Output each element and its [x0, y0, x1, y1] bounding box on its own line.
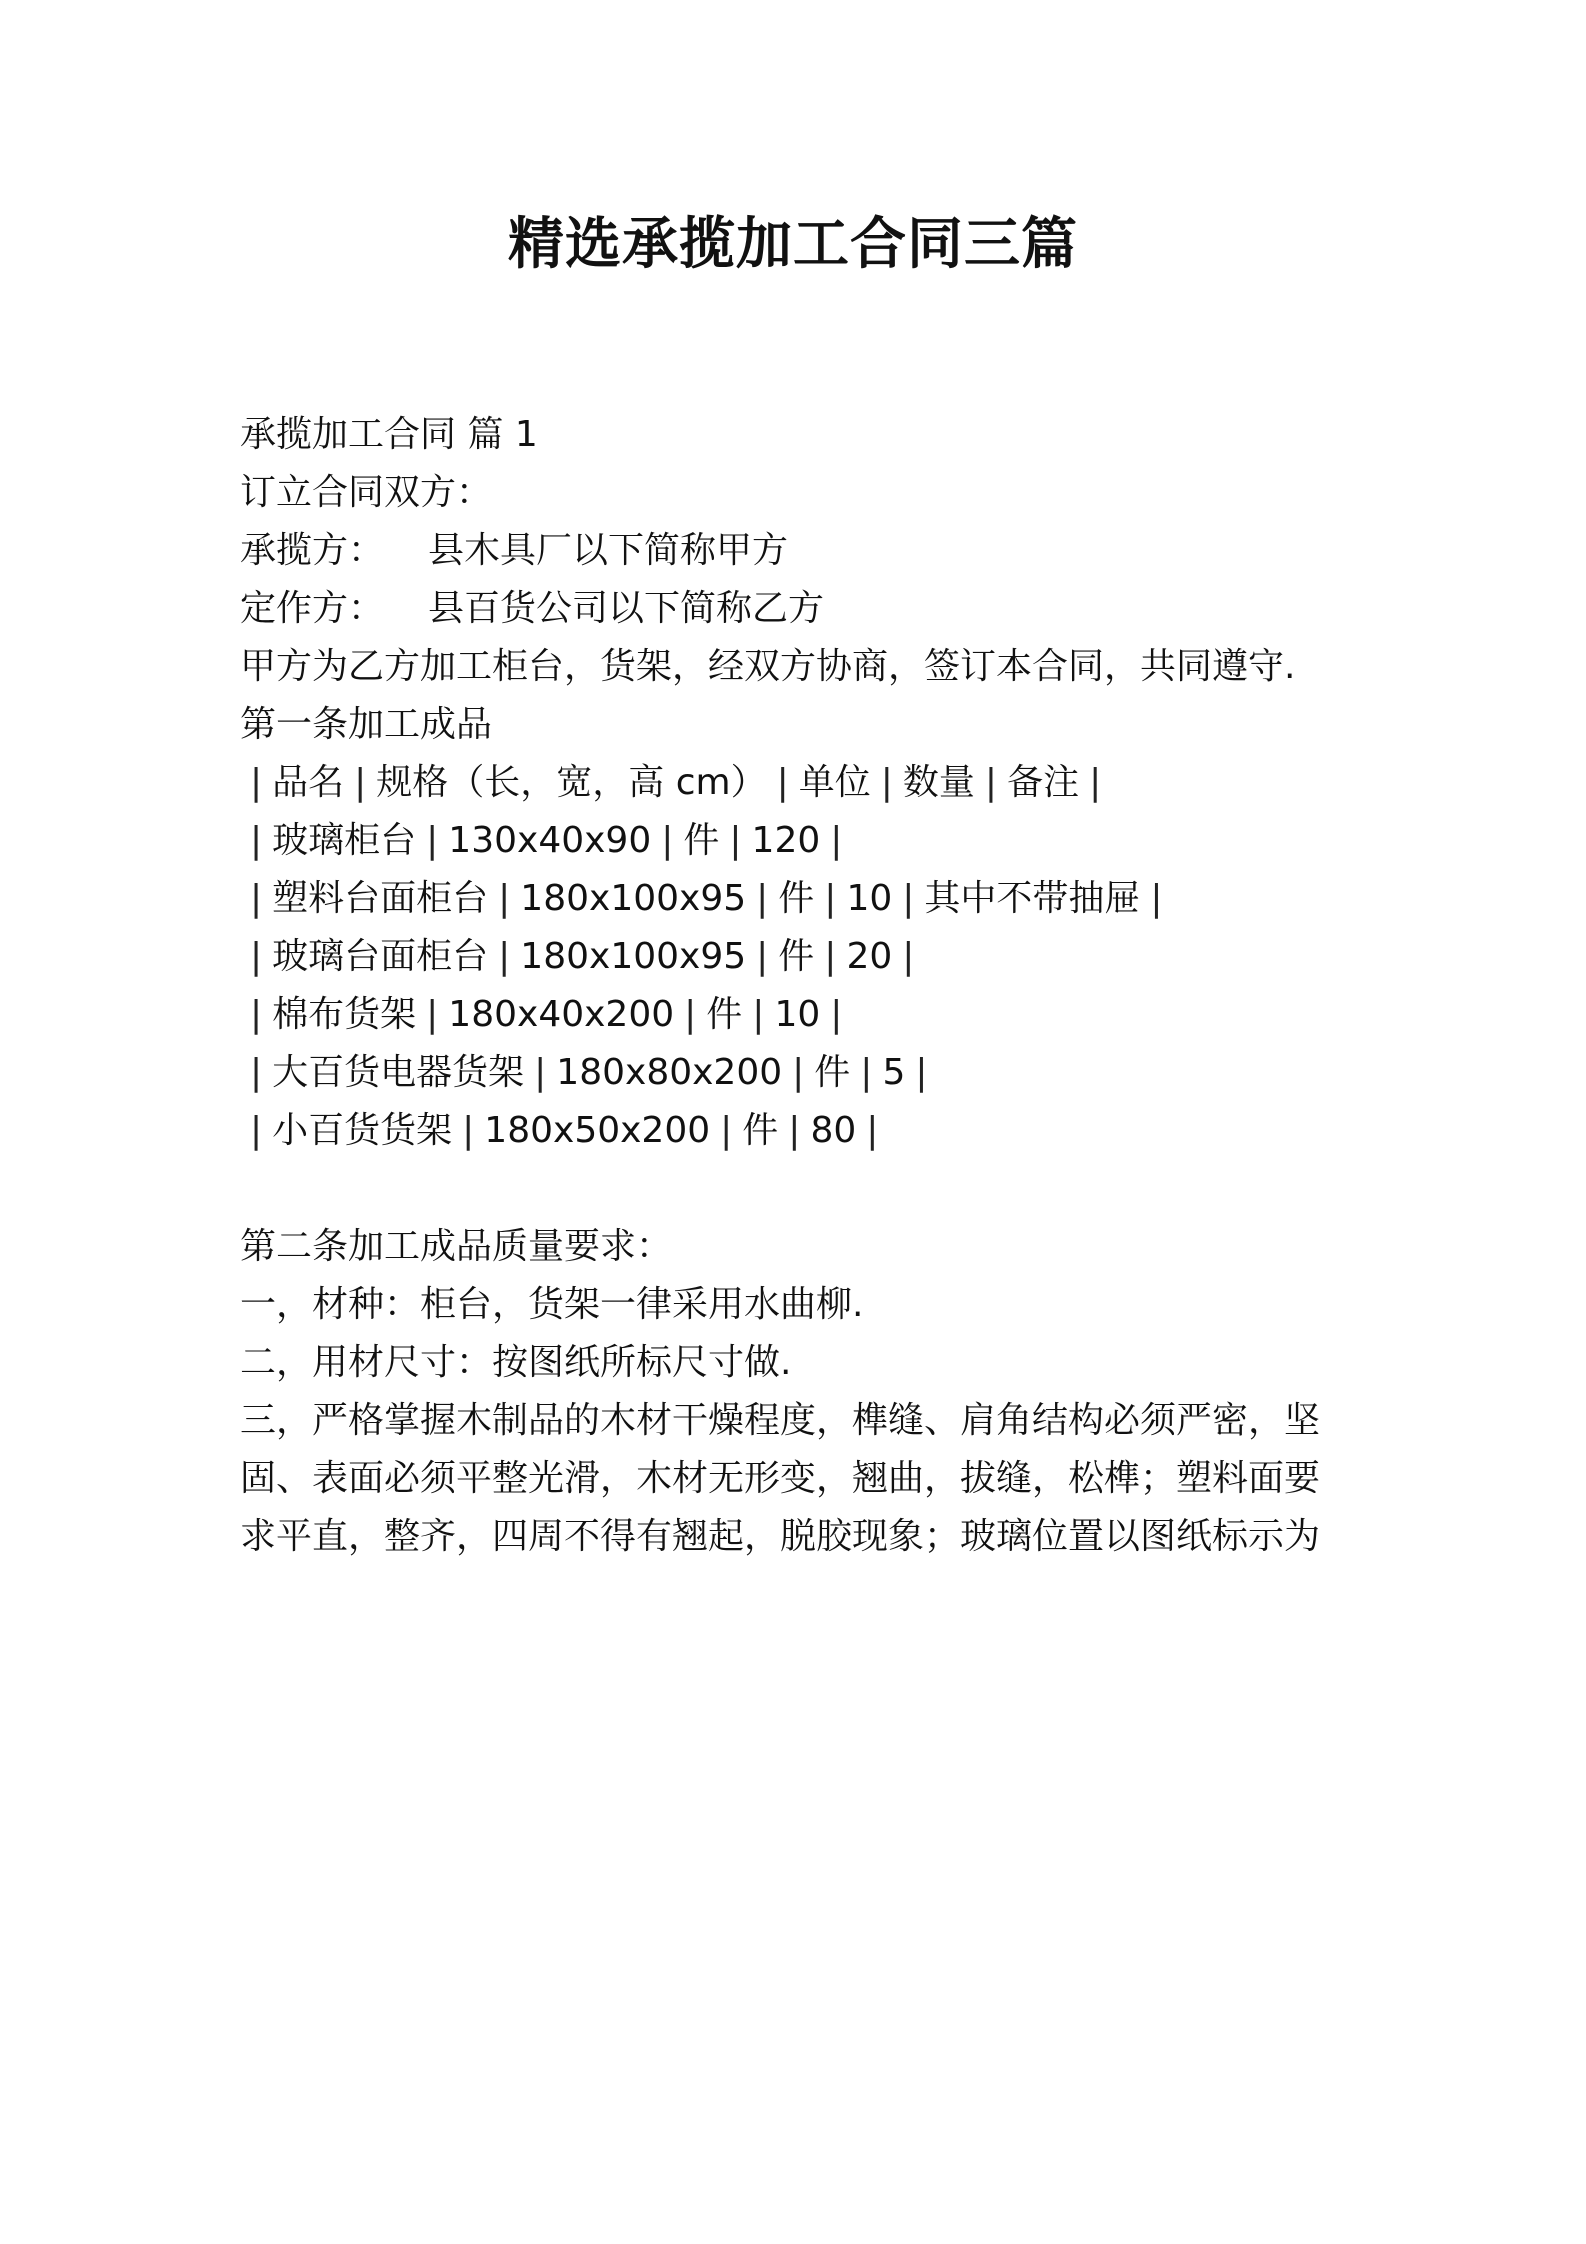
table-cell: 180x50x200 — [484, 1110, 711, 1151]
table-cell: 180x80x200 — [556, 1052, 783, 1093]
table-cell: 数量 — [902, 762, 975, 803]
table-separator: | — [902, 878, 915, 919]
contractor-line — [240, 526, 788, 576]
article1-heading: 第一条加工成品 — [240, 704, 493, 745]
table-separator: | — [830, 820, 843, 861]
table-separator: | — [250, 1052, 263, 1093]
orderer-value: 县百货公司以下简称乙方 — [428, 588, 825, 629]
table-cell: 180x40x200 — [448, 994, 675, 1035]
table-cell: 备注 — [1007, 762, 1080, 803]
table-cell: 其中不带抽屉 — [924, 878, 1141, 919]
table-separator: | — [1150, 878, 1163, 919]
table-separator: | — [426, 820, 439, 861]
article2-heading: 第二条加工成品质量要求： — [240, 1226, 673, 1267]
section-heading: 承揽加工合同 篇 1 — [240, 414, 538, 455]
table-cell: 塑料台面柜台 — [272, 878, 489, 919]
table-cell: 件 — [778, 936, 815, 977]
table-separator: | — [756, 936, 769, 977]
table-separator: | — [984, 762, 998, 803]
table-cell: 130x40x90 — [448, 820, 652, 861]
parties-intro: 订立合同双方： — [240, 472, 493, 513]
requirement-3-line-2: 固、表面必须平整光滑，木材无形变，翘曲，拔缝，松榫；塑料面要 — [240, 1458, 1321, 1499]
table-cell: 80 — [810, 1110, 857, 1151]
table-separator: | — [860, 1052, 873, 1093]
table-separator: | — [830, 994, 843, 1035]
table-row — [240, 1106, 888, 1156]
table-cell: 件 — [778, 878, 815, 919]
table-separator: | — [720, 1110, 733, 1151]
table-separator: | — [729, 820, 742, 861]
table-cell: 棉布货架 — [272, 994, 417, 1035]
table-separator: | — [250, 1110, 263, 1151]
contractor-label: 承揽方： — [240, 530, 385, 571]
table-separator: | — [915, 1052, 928, 1093]
table-cell: 单位 — [798, 762, 871, 803]
table-cell: 件 — [706, 994, 743, 1035]
table-separator: | — [902, 936, 915, 977]
table-cell: 玻璃柜台 — [272, 820, 417, 861]
contractor-value: 县木具厂以下简称甲方 — [428, 530, 789, 571]
table-cell: 品名 — [272, 762, 345, 803]
table-cell: 件 — [814, 1052, 851, 1093]
table-cell: 小百货货架 — [272, 1110, 453, 1151]
table-cell: 规格（长，宽，高 cm） — [376, 762, 767, 803]
table-separator: | — [498, 936, 511, 977]
table-separator: | — [462, 1110, 475, 1151]
table-cell: 120 — [751, 820, 821, 861]
requirement-3-line-3: 求平直，整齐，四周不得有翘起，脱胶现象；玻璃位置以图纸标示为 — [240, 1516, 1321, 1557]
table-cell: 180x100x95 — [520, 878, 747, 919]
table-separator: | — [776, 762, 789, 803]
table-cell: 件 — [683, 820, 720, 861]
table-row — [240, 874, 1173, 924]
table-separator: | — [250, 762, 263, 803]
table-separator: | — [354, 762, 367, 803]
table-cell: 10 — [774, 994, 821, 1035]
table-separator: | — [756, 878, 769, 919]
table-separator: | — [752, 994, 765, 1035]
orderer-label: 定作方： — [240, 588, 385, 629]
table-separator: | — [426, 994, 439, 1035]
requirement-3-line-1: 三，严格掌握木制品的木材干燥程度，榫缝、肩角结构必须严密，坚 — [240, 1400, 1321, 1441]
table-separator: | — [684, 994, 697, 1035]
table-row — [240, 816, 852, 866]
table-separator: | — [880, 762, 893, 803]
table-separator: | — [250, 994, 263, 1035]
table-separator: | — [250, 936, 263, 977]
table-separator: | — [498, 878, 511, 919]
table-separator: | — [866, 1110, 879, 1151]
page-title: 精选承揽加工合同三篇 — [508, 212, 1078, 277]
table-cell: 10 — [846, 878, 893, 919]
table-separator: | — [661, 820, 674, 861]
preamble-paragraph: 甲方为乙方加工柜台，货架，经双方协商，签订本合同，共同遵守. — [240, 646, 1296, 687]
requirement-2: 二，用材尺寸：按图纸所标尺寸做. — [240, 1342, 792, 1383]
table-separator: | — [824, 936, 837, 977]
requirement-1: 一，材种：柜台，货架一律采用水曲柳. — [240, 1284, 864, 1325]
table-cell: 件 — [742, 1110, 779, 1151]
table-row — [240, 932, 924, 982]
table-cell: 180x100x95 — [520, 936, 747, 977]
table-separator: | — [534, 1052, 547, 1093]
table-separator: | — [788, 1110, 801, 1151]
orderer-line — [240, 584, 824, 634]
table-row — [240, 990, 852, 1040]
table-cell: 大百货电器货架 — [272, 1052, 525, 1093]
table-cell: 20 — [846, 936, 893, 977]
table-separator: | — [1089, 762, 1102, 803]
table-separator: | — [250, 820, 263, 861]
table-separator: | — [250, 878, 263, 919]
table-separator: | — [792, 1052, 805, 1093]
table-header-row — [240, 758, 1111, 808]
table-cell: 5 — [882, 1052, 906, 1093]
table-separator: | — [824, 878, 837, 919]
table-row — [240, 1048, 937, 1098]
table-cell: 玻璃台面柜台 — [272, 936, 489, 977]
